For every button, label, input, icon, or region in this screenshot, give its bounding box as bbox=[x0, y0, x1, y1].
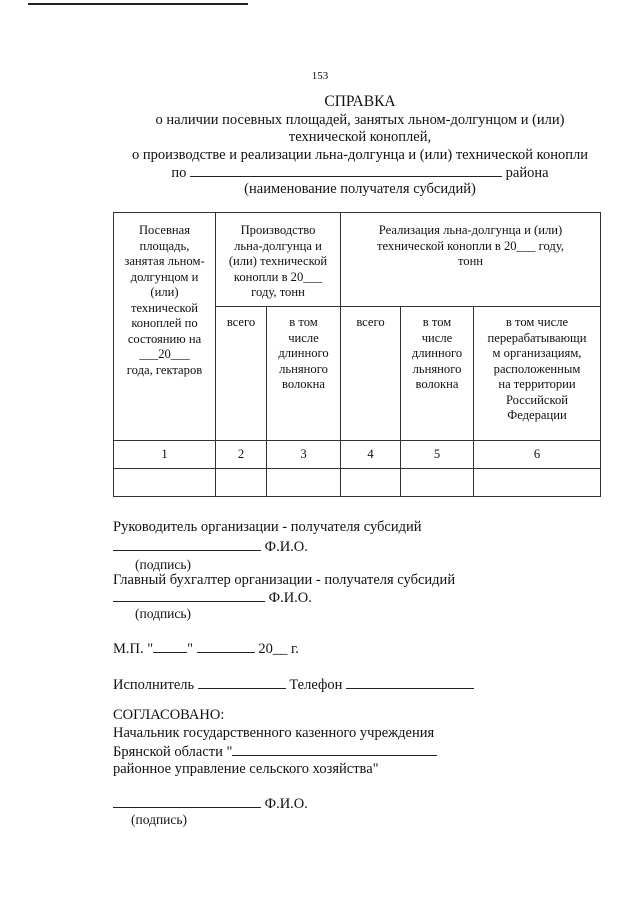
column-number: 2 bbox=[216, 441, 267, 469]
phone-label: Телефон bbox=[289, 677, 343, 693]
year-blank: __ bbox=[272, 641, 288, 657]
column-number: 5 bbox=[401, 441, 474, 469]
data-cell[interactable] bbox=[114, 469, 216, 497]
sales-group-header: Реализация льна-долгунца и (или) технической конопли в 20___ году, тонн bbox=[341, 213, 601, 307]
phone-field[interactable] bbox=[346, 676, 474, 689]
accountant-signature-line bbox=[113, 589, 312, 607]
head-fio-label: Ф.И.О. bbox=[264, 539, 308, 555]
subtitle-line-2: технической коноплей, bbox=[288, 129, 432, 145]
data-entry-row bbox=[114, 469, 601, 497]
column-number-row bbox=[114, 441, 601, 469]
prefix-po: по bbox=[171, 165, 187, 181]
production-total-header: всего bbox=[216, 307, 267, 441]
data-cell[interactable] bbox=[267, 469, 341, 497]
sales-processing-header: в том числе перерабатывающи м организациям, расположенным на территории Российской Федерации bbox=[474, 307, 601, 441]
head-org-label: Руководитель организации - получателя субсидий bbox=[113, 519, 422, 535]
approval-line-1: Начальник государственного казенного учреждения bbox=[113, 725, 435, 741]
column-number: 6 bbox=[474, 441, 601, 469]
subtitle-line-3: о производстве и реализации льна-долгунца и (или) технической конопли bbox=[132, 147, 588, 163]
sales-total-header: всего bbox=[341, 307, 401, 441]
stamp-date-line: М.П. " " 20__ г. bbox=[113, 641, 299, 657]
sales-long-fiber-header: в том числе длинного льняного волокна bbox=[401, 307, 474, 441]
page-number: 153 bbox=[311, 70, 329, 82]
subtitle-caption: (наименование получателя субсидий) bbox=[244, 181, 476, 197]
subtitle-line-4 bbox=[100, 164, 620, 182]
document-title: СПРАВКА bbox=[324, 93, 396, 110]
executor-line bbox=[113, 676, 474, 694]
col1-header: Посевная площадь, занятая льном- долгунцом и (или) технической коноплей по состоянию на ___20___ года, гектаров bbox=[114, 213, 216, 441]
data-cell[interactable] bbox=[474, 469, 601, 497]
data-cell[interactable] bbox=[341, 469, 401, 497]
head-signature-caption: (подпись) bbox=[135, 557, 192, 572]
production-group-header: Производство льна-долгунца и (или) технической конопли в 20___ году, тонн bbox=[216, 213, 341, 307]
accountant-signature-field[interactable] bbox=[113, 589, 265, 602]
head-signature-field[interactable] bbox=[113, 538, 261, 551]
date-day-field[interactable] bbox=[153, 640, 187, 653]
column-number: 3 bbox=[267, 441, 341, 469]
approval-office-field[interactable] bbox=[232, 743, 437, 756]
date-month-field[interactable] bbox=[197, 640, 255, 653]
approval-line-2 bbox=[113, 743, 437, 761]
column-number: 4 bbox=[341, 441, 401, 469]
data-cell[interactable] bbox=[216, 469, 267, 497]
subtitle-line-1: о наличии посевных площадей, занятых льном-долгунцом и (или) bbox=[155, 112, 565, 128]
accountant-fio-label: Ф.И.О. bbox=[268, 590, 312, 606]
approval-line-3: районное управление сельского хозяйства" bbox=[113, 761, 379, 777]
mp-label: М.П. bbox=[113, 641, 144, 657]
approval-signature-caption: (подпись) bbox=[131, 812, 188, 827]
recipient-name-field[interactable] bbox=[190, 164, 502, 177]
approval-title: СОГЛАСОВАНО: bbox=[113, 707, 225, 723]
data-table bbox=[113, 212, 601, 497]
top-rule bbox=[28, 3, 248, 5]
production-long-fiber-header: в том числе длинного льняного волокна bbox=[267, 307, 341, 441]
accountant-signature-caption: (подпись) bbox=[135, 606, 192, 621]
head-signature-line bbox=[113, 538, 308, 556]
column-number: 1 bbox=[114, 441, 216, 469]
executor-label: Исполнитель bbox=[113, 677, 195, 693]
executor-field[interactable] bbox=[198, 676, 286, 689]
data-cell[interactable] bbox=[401, 469, 474, 497]
approval-signature-line bbox=[113, 795, 308, 813]
suffix-raiona: района bbox=[505, 165, 549, 181]
approval-region-prefix: Брянской области " bbox=[113, 744, 233, 760]
year-suffix: г. bbox=[290, 641, 299, 657]
year-prefix: 20 bbox=[258, 641, 273, 657]
chief-accountant-label: Главный бухгалтер организации - получателя субсидий bbox=[113, 572, 456, 588]
approval-signature-field[interactable] bbox=[113, 795, 261, 808]
approval-fio-label: Ф.И.О. bbox=[264, 796, 308, 812]
